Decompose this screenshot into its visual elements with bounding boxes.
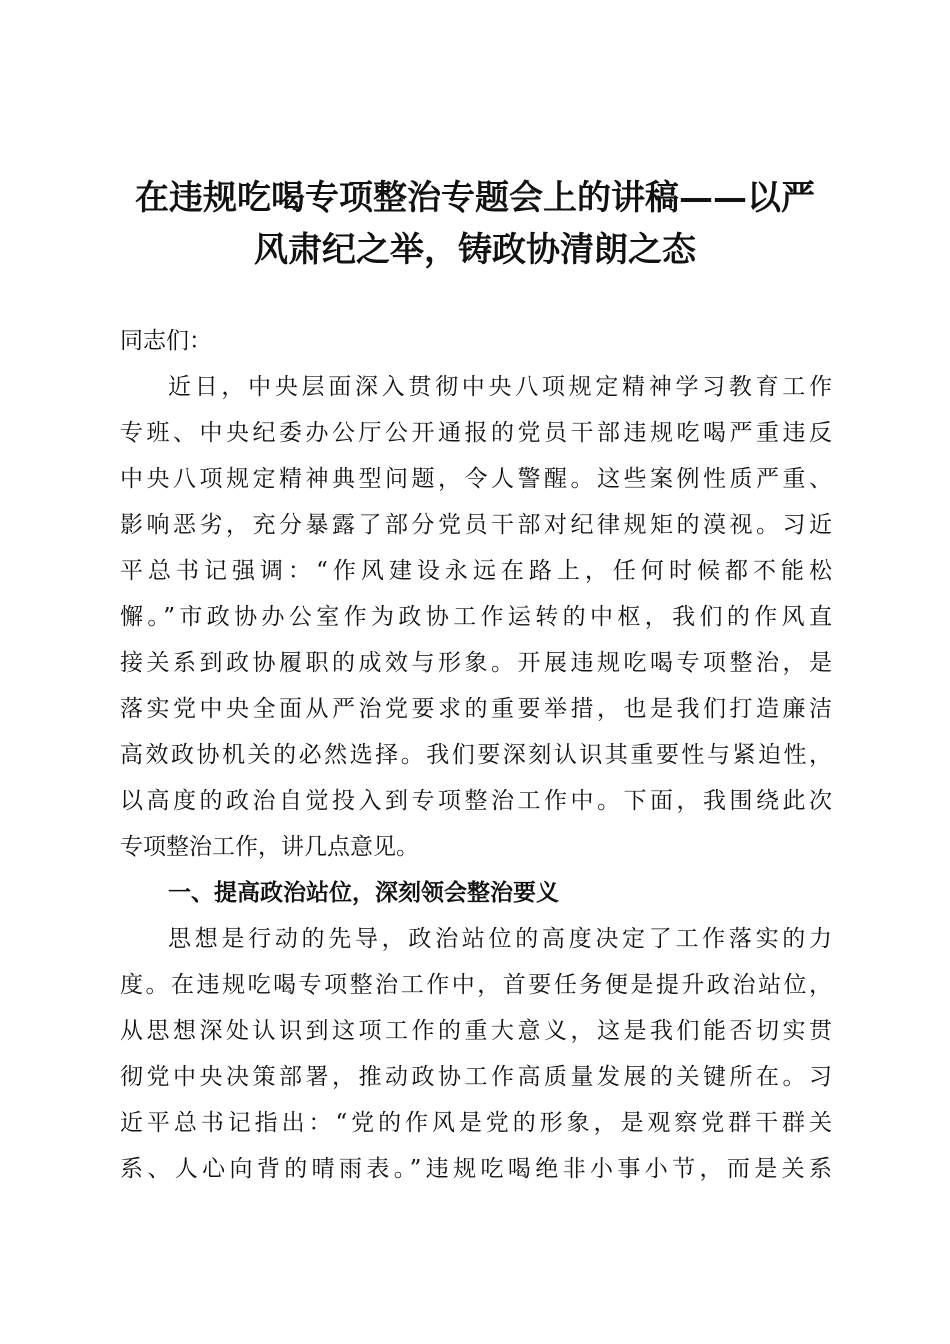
paragraph-line: 彻党中央决策部署，推动政协工作高质量发展的关键所在。习	[120, 1064, 832, 1090]
paragraph-line: 近日，中央层面深入贯彻中央八项规定精神学习教育工作	[168, 374, 832, 400]
paragraph-line: 近平总书记指出：“党的作风是党的形象，是观察党群干群关	[120, 1110, 832, 1136]
paragraph-line: 平总书记强调：“作风建设永远在路上，任何时候都不能松	[120, 558, 832, 584]
salutation: 同志们：	[120, 328, 212, 354]
document-title	[100, 172, 850, 276]
paragraph-line: 落实党中央全面从严治党要求的重要举措，也是我们打造廉洁	[120, 696, 832, 722]
paragraph-2	[120, 916, 832, 1192]
paragraph-line: 高效政协机关的必然选择。我们要深刻认识其重要性与紧迫性，	[120, 742, 832, 768]
paragraph-line: 从思想深处认识到这项工作的重大意义，这是我们能否切实贯	[120, 1018, 832, 1044]
section-heading-1: 一、提高政治站位，深刻领会整治要义	[168, 880, 559, 906]
paragraph-line: 懈。”市政协办公室作为政协工作运转的中枢，我们的作风直	[120, 604, 832, 630]
paragraph-line: 专项整治工作，讲几点意见。	[120, 834, 419, 860]
paragraph-line: 接关系到政协履职的成效与形象。开展违规吃喝专项整治，是	[120, 650, 832, 676]
paragraph-line: 思想是行动的先导，政治站位的高度决定了工作落实的力	[168, 926, 832, 952]
paragraph-line: 专班、中央纪委办公厅公开通报的党员干部违规吃喝严重违反	[120, 420, 832, 446]
paragraph-line: 系、人心向背的晴雨表。”违规吃喝绝非小事小节，而是关系	[120, 1156, 832, 1182]
title-line-2: 风肃纪之举，铸政协清朗之态	[254, 230, 696, 270]
paragraph-line: 度。在违规吃喝专项整治工作中，首要任务便是提升政治站位，	[120, 972, 832, 998]
paragraph-line: 中央八项规定精神典型问题，令人警醒。这些案例性质严重、	[120, 466, 832, 492]
title-line-1: 在违规吃喝专项整治专题会上的讲稿——以严	[135, 178, 815, 218]
document-body	[120, 318, 832, 1192]
paragraph-1	[120, 364, 832, 870]
paragraph-line: 影响恶劣，充分暴露了部分党员干部对纪律规矩的漠视。习近	[120, 512, 832, 538]
paragraph-line: 以高度的政治自觉投入到专项整治工作中。下面，我围绕此次	[120, 788, 832, 814]
